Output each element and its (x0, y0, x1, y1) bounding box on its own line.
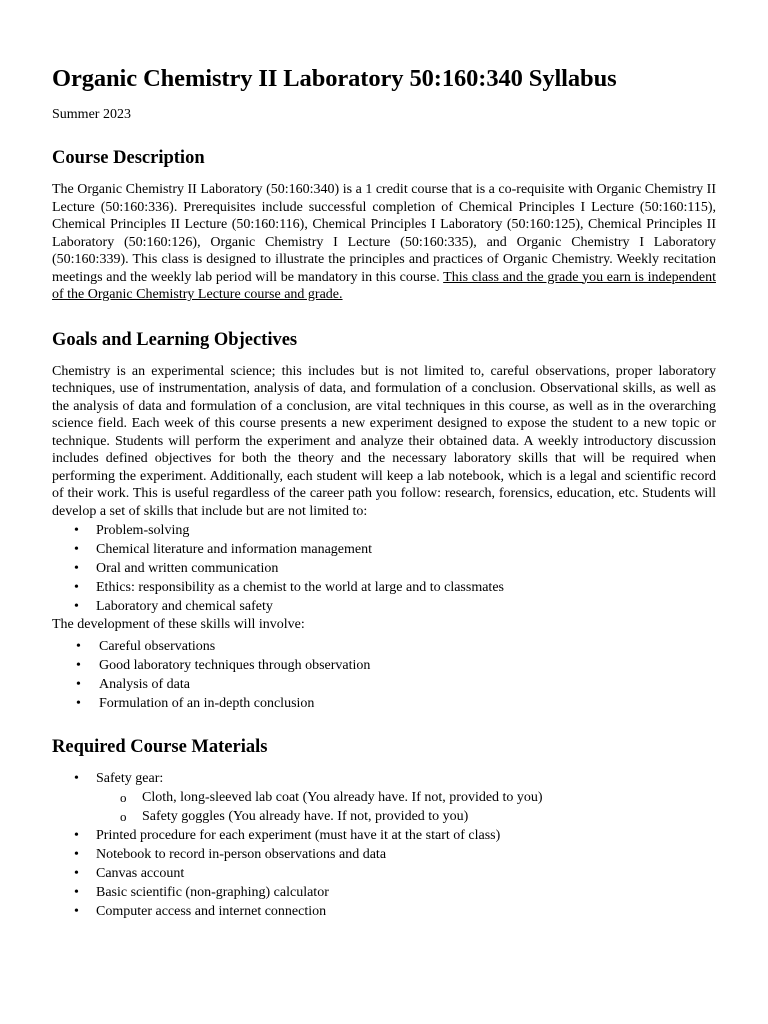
course-description-underlined-note: This class and the grade you earn is independent of the Organic Chemistry Lecture course and grade. (52, 269, 716, 302)
list-item: • Printed procedure for each experiment (must have it at the start of class) (52, 826, 716, 845)
list-item: • Problem-solving (52, 521, 716, 540)
list-item: • Ethics: responsibility as a chemist to the world at large and to classmates (52, 578, 716, 597)
list-item: • Oral and written communication (52, 559, 716, 578)
skills-list (52, 521, 716, 616)
development-list (52, 637, 716, 713)
list-item: • Careful observations (52, 637, 716, 656)
list-item: o Safety goggles (You already have. If not, provided to you) (52, 807, 716, 826)
list-item: • Canvas account (52, 864, 716, 883)
term-label: Summer 2023 (52, 107, 131, 122)
list-item: • Chemical literature and information management (52, 540, 716, 559)
materials-list-continued (52, 826, 716, 921)
list-item: • Notebook to record in-person observations and data (52, 845, 716, 864)
goals-text: Chemistry is an experimental science; this includes but is not limited to, careful observations, proper laboratory techniques, use of instrumentation, analysis of data, and formulation of a conclusion. Observational skills, as well as the analysis of data and formulation of a conclusion, are vital techniques in this course, as well as in the overarching science field. Each week of this course presents a new experiment designed to expose the student to a new topic or technique. Students will perform the experiment and analyze their obtained data. A weekly introductory discussion includes defined objectives for both the theory and the necessary laboratory skills that will be required when performing the experiment. Additionally, each student will keep a lab notebook, which is a legal and scientific record of their work. This is useful regardless of the career path you follow: research, forensics, education, etc. Students will develop a set of skills that include but are not limited to: (52, 363, 716, 519)
list-item: • Good laboratory techniques through observation (52, 656, 716, 675)
list-item: • Laboratory and chemical safety (52, 597, 716, 616)
safety-gear-sublist (52, 788, 716, 826)
materials-list (52, 769, 716, 788)
list-item: • Safety gear: (52, 769, 716, 788)
list-item: • Formulation of an in-depth conclusion (52, 694, 716, 713)
list-item: • Basic scientific (non-graphing) calculator (52, 883, 716, 902)
list-item: • Computer access and internet connection (52, 902, 716, 921)
list-item: o Cloth, long-sleeved lab coat (You already have. If not, provided to you) (52, 788, 716, 807)
list-item: • Analysis of data (52, 675, 716, 694)
course-description-body: The Organic Chemistry II Laboratory (50:160:340) is a 1 credit course that is a co-requisite with Organic Chemistry II Lecture (50:160:336). Prerequisites include successful completion of Chemical Principles I Lecture (50:160:115), Chemical Principles II Lecture (50:160:116), Chemical Principles I Laboratory (50:160:125), Chemical Principles II Laboratory (50:160:126), Organic Chemistry I Lecture (50:160:335), and Organic Chemistry I Laboratory (50:160:339). This class is designed to illustrate the principles and practices of Organic Chemistry. Weekly recitation meetings and the weekly lab period will be mandatory in this course. (52, 182, 716, 285)
development-intro: The development of these skills will involve: (52, 617, 305, 632)
page-title: Organic Chemistry II Laboratory 50:160:340 Syllabus (52, 65, 617, 92)
materials-heading: Required Course Materials (52, 737, 268, 757)
goals-heading: Goals and Learning Objectives (52, 329, 298, 350)
course-description-heading: Course Description (52, 148, 205, 168)
course-description-text (52, 181, 716, 304)
